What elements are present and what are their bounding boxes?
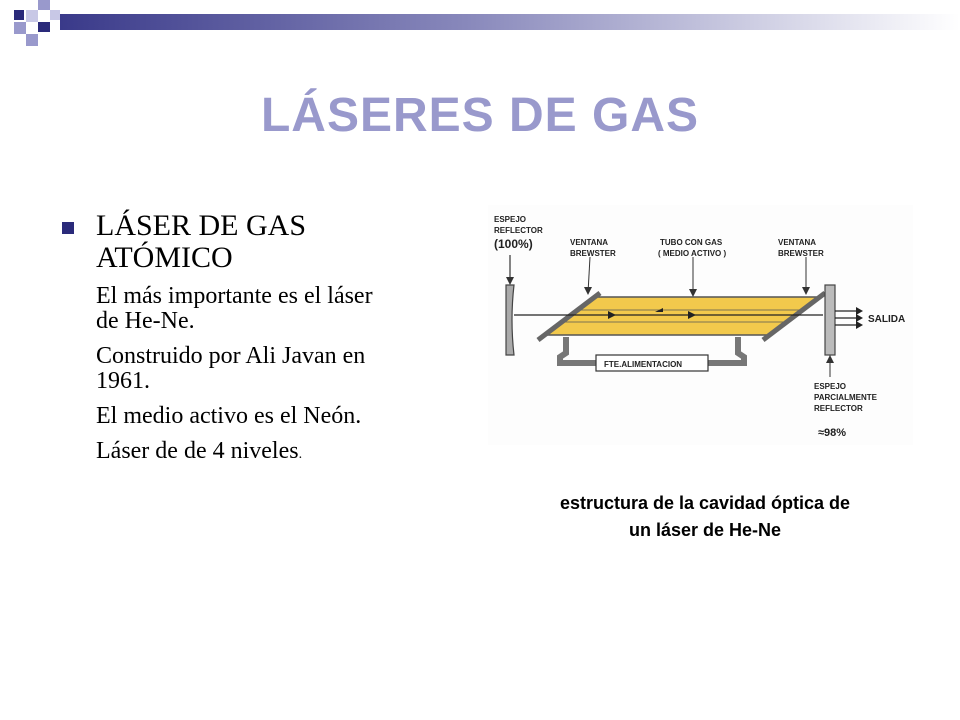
diagram-label: VENTANA bbox=[570, 238, 609, 247]
sub-item-line: 1961. bbox=[96, 368, 150, 394]
diagram-label: ESPEJO bbox=[814, 382, 847, 391]
sub-item-line: El más importante es el láser bbox=[96, 283, 373, 309]
sub-item-most-important bbox=[60, 284, 480, 334]
diagram-label: REFLECTOR bbox=[814, 404, 863, 413]
diagram-label: ( MEDIO ACTIVO ) bbox=[658, 249, 727, 258]
diagram-label: ESPEJO bbox=[494, 215, 527, 224]
sub-item-line: El medio activo es el Neón. bbox=[96, 403, 362, 429]
diagram-caption bbox=[495, 490, 915, 544]
bullet-list bbox=[60, 210, 480, 467]
right-mirror-icon bbox=[825, 285, 835, 355]
diagram-label: TUBO CON GAS bbox=[660, 238, 723, 247]
caption-line2: un láser de He-Ne bbox=[628, 520, 782, 540]
diagram-label: VENTANA bbox=[778, 238, 817, 247]
sub-item-line: Láser de de 4 niveles bbox=[96, 438, 299, 464]
sub-item-levels bbox=[60, 439, 480, 467]
caption-line1: estructura de la cavidad óptica de bbox=[559, 493, 851, 513]
bullet-heading-line1: LÁSER DE GAS bbox=[96, 209, 307, 242]
bullet-square-icon bbox=[62, 222, 74, 234]
laser-cavity-diagram bbox=[488, 205, 913, 445]
sub-item-built-by bbox=[60, 344, 480, 394]
diagram-label: SALIDA bbox=[868, 314, 906, 325]
slide-title: LÁSERES DE GAS bbox=[260, 89, 700, 142]
diagram-label: FTE.ALIMENTACION bbox=[604, 360, 683, 369]
header-decoration bbox=[0, 0, 960, 60]
diagram-label: REFLECTOR bbox=[494, 226, 543, 235]
bullet-heading-line2: ATÓMICO bbox=[96, 241, 233, 274]
sub-item-line: Construido por Ali Javan en bbox=[96, 343, 366, 369]
diagram-label: ≈98% bbox=[818, 427, 847, 439]
sub-item-line: de He-Ne. bbox=[96, 308, 195, 334]
diagram-label: PARCIALMENTE bbox=[814, 393, 877, 402]
diagram-label: BREWSTER bbox=[778, 249, 824, 258]
diagram-label: BREWSTER bbox=[570, 249, 616, 258]
diagram-label: (100%) bbox=[494, 237, 533, 251]
bullet-heading bbox=[60, 210, 480, 274]
sub-item-active-medium bbox=[60, 404, 480, 429]
trailing-dot: . bbox=[298, 447, 303, 462]
